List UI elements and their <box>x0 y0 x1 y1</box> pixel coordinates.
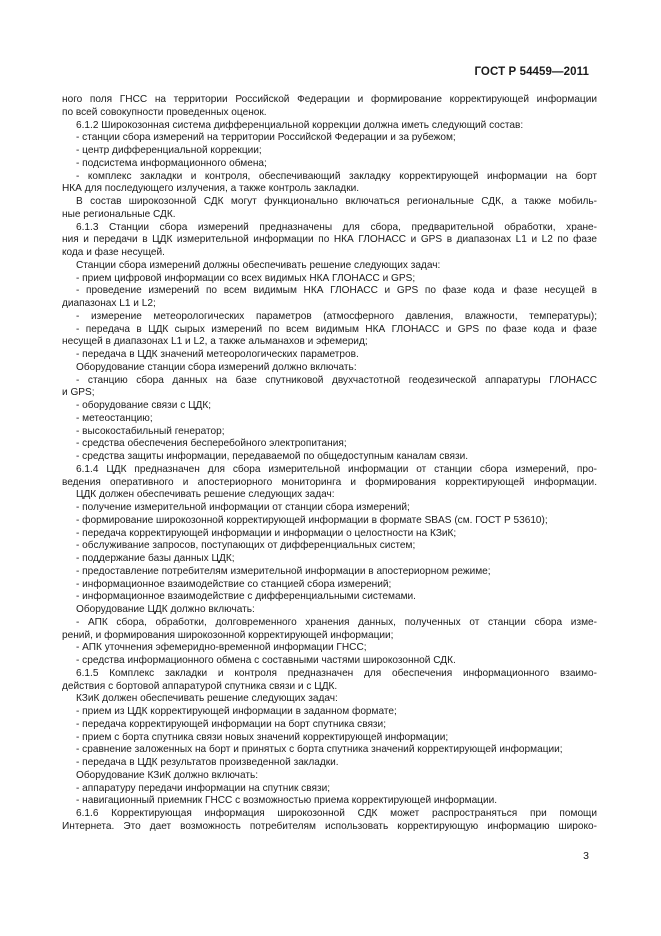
text-line: Оборудование ЦДК должно включать: <box>76 604 255 615</box>
text-line: и GPS; <box>62 387 95 399</box>
list-item: - передача в ЦДК сырых измерений по всем видимым НКА ГЛОНАСС и GPS по фазе кода и фазе <box>76 323 597 335</box>
text-line: несущей в диапазонах L1 и L2, а также альманахов и эфемерид; <box>62 336 368 348</box>
list-item: - измерение метеорологических параметров (атмосферного давления, влажности, температуры); <box>76 310 597 322</box>
list-item: - передача в ЦДК результатов произведенной закладки. <box>76 757 339 768</box>
list-item: - центр дифференциальной коррекции; <box>76 145 262 156</box>
text-line: ния и передачи в ЦДК измерительной информации по НКА ГЛОНАСС и GPS в диапазонах L1 и L2 по фазе <box>62 234 597 246</box>
list-item: - метеостанцию; <box>76 412 153 424</box>
text-line: В состав широкозонной СДК могут функционально включаться региональные СДК, а также мобиль- <box>76 196 597 207</box>
list-item: - сравнение заложенных на борт и принятых с борта спутника значений корректирующей информации; <box>76 744 563 756</box>
text-line: КЗиК должен обеспечивать решение следующих задач: <box>76 693 338 705</box>
text-line: по всей совокупности проведенных оценок. <box>62 106 267 118</box>
list-item: - поддержание базы данных ЦДК; <box>76 553 235 564</box>
text-line: диапазонах L1 и L2; <box>62 298 156 309</box>
list-item: - навигационный приемник ГНСС с возможностью приема корректирующей информации. <box>76 795 498 807</box>
list-item: - оборудование связи с ЦДК; <box>76 400 212 411</box>
list-item: - станцию сбора данных на базе спутниковой двухчастотной геодезической аппаратуры ГЛОНАСС <box>76 374 597 386</box>
list-item: - прием с борта спутника связи новых значений корректирующей информации; <box>76 731 449 743</box>
list-item: - обслуживание запросов, поступающих от дифференциальных систем; <box>76 540 416 552</box>
list-item: - передача в ЦДК значений метеорологических параметров. <box>76 349 359 360</box>
list-item: - средства информационного обмена с составными частями широкозонной СДК. <box>76 655 456 666</box>
list-item: - средства обеспечения бесперебойного электропитания; <box>76 438 347 450</box>
text-line: кода и фазе несущей. <box>62 247 165 258</box>
list-item: - информационное взаимодействие со станцией сбора измерений; <box>76 578 392 590</box>
text-line: действия с бортовой аппаратурой спутника связи и с ЦДК. <box>62 680 338 692</box>
list-item: - прием цифровой информации со всех видимых НКА ГЛОНАСС и GPS; <box>76 272 416 284</box>
list-item: - АПК сбора, обработки, долговременного хранения данных, полученных от станции сбора изме- <box>76 616 597 628</box>
text-line: 6.1.3 Станции сбора измерений предназначены для сбора, предварительной обработки, хране- <box>76 221 597 233</box>
text-line: 6.1.6 Корректирующая информация широкозонной СДК может распространяться при помощи <box>76 808 597 819</box>
text-line: 6.1.5 Комплекс закладки и контроля предназначен для обеспечения информационного взаимо- <box>76 667 597 679</box>
document-body <box>62 94 597 834</box>
list-item: - проведение измерений по всем видимым НКА ГЛОНАСС и GPS по фазе кода и фазе несущей в <box>76 285 597 297</box>
page-number: 3 <box>583 850 589 862</box>
list-item: - информационное взаимодействие с дифференциальными системами. <box>76 591 416 603</box>
list-item: - передача корректирующей информации на борт спутника связи; <box>76 718 386 730</box>
list-item: - подсистема информационного обмена; <box>76 157 267 169</box>
list-item: - АПК уточнения эфемеридно-временной информации ГНСС; <box>76 642 367 654</box>
list-item: - получение измерительной информации от станции сбора измерений; <box>76 502 410 513</box>
text-line: Интернета. Это дает возможность потребителям использовать корректирующую информацию широко- <box>62 820 597 832</box>
text-line: НКА для последующего излучения, а также контроль закладки. <box>62 183 360 195</box>
text-line: Оборудование станции сбора измерений должно включать: <box>76 361 357 373</box>
list-item: - высокостабильный генератор; <box>76 425 225 437</box>
text-line: 6.1.4 ЦДК предназначен для сбора измерительной информации от станции сбора измерений, про- <box>76 463 597 475</box>
text-line: ведения оперативного и апостериорного мониторинга и формирования корректирующей информации. <box>62 476 597 488</box>
text-line: рений, и формирования широкозонной корректирующей информации; <box>62 629 394 641</box>
list-item: - предоставление потребителям измерительной информации в апостериорном режиме; <box>76 565 491 577</box>
list-item: - формирование широкозонной корректирующей информации в формате SBAS (см. ГОСТ Р 53610); <box>76 514 548 526</box>
list-item: - передача корректирующей информации и информации о целостности на КЗиК; <box>76 527 457 539</box>
list-item: - аппаратуру передачи информации на спутник связи; <box>76 782 331 794</box>
text-line: Оборудование КЗиК должно включать: <box>76 769 259 781</box>
text-line: 6.1.2 Широкозонная система дифференциальной коррекции должна иметь следующий состав: <box>76 119 524 131</box>
text-line: ного поля ГНСС на территории Российской Федерации и формирование корректирующей информации <box>62 94 597 105</box>
document-header: ГОСТ Р 54459—2011 <box>474 66 589 78</box>
text-line: ные региональные СДК. <box>62 208 176 220</box>
list-item: - станции сбора измерений на территории Российской Федерации и за рубежом; <box>76 132 456 144</box>
text-line: Станции сбора измерений должны обеспечивать решение следующих задач: <box>76 259 441 271</box>
list-item: - комплекс закладки и контроля, обеспечивающий закладку корректирующей информации на борт <box>76 170 597 182</box>
list-item: - прием из ЦДК корректирующей информации в заданном формате; <box>76 706 397 717</box>
list-item: - средства защиты информации, передаваемой по общедоступным каналам связи. <box>76 451 469 462</box>
text-line: ЦДК должен обеспечивать решение следующих задач: <box>76 489 335 501</box>
